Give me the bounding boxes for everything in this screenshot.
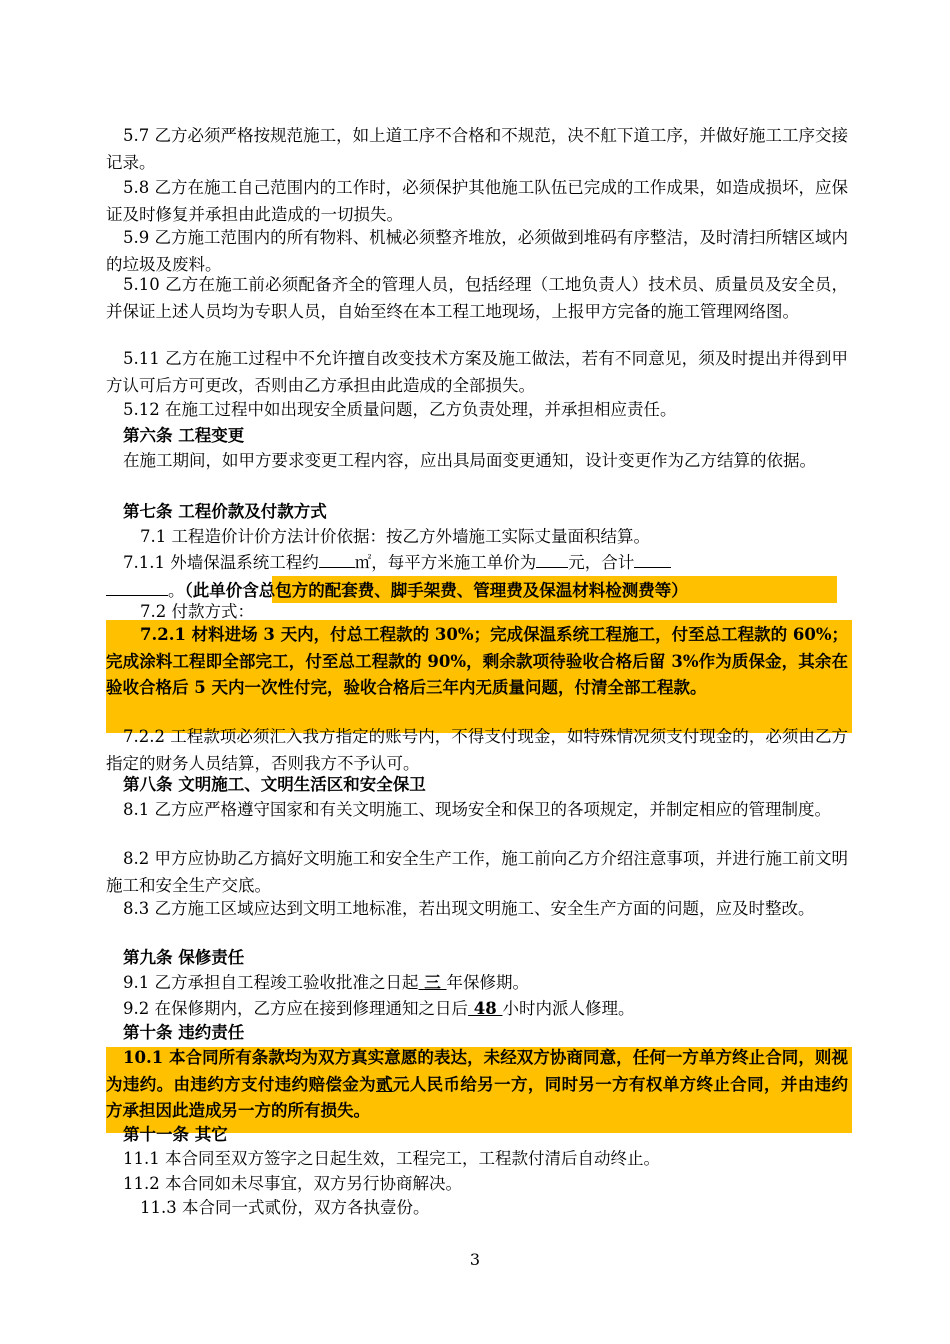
article-6-body: 在施工期间，如甲方要求变更工程内容，应出具局面变更通知，设计变更作为乙方结算的依据。 <box>123 451 816 470</box>
clause-8-2: 8.2 甲方应协助乙方搞好文明施工和安全生产工作，施工前向乙方介绍注意事项，并进行施工前文明施工和安全生产交底。 <box>106 849 848 895</box>
repair-hours: 48 <box>468 999 503 1018</box>
clause-9-2-text-c: 小时内派人修理。 <box>502 999 635 1018</box>
clause-10-1-text-a: 10.1 本合同所有条款均为双方真实意愿的表达，未经双方协商同意，任何一方单方终止合同，则视为违约。由违约方支付违约赔偿金为 <box>106 1048 848 1094</box>
clause-11-3: 11.3 本合同一式贰份，双方各执壹份。 <box>140 1198 430 1217</box>
clause-8-1: 8.1 乙方应严格遵守国家和有关文明施工、现场安全和保卫的各项规定，并制定相应的管理制度。 <box>123 800 831 819</box>
heading-article-10: 第十条 违约责任 <box>123 1023 245 1042</box>
clause-9-2 <box>106 996 848 1023</box>
heading-article-6: 第六条 工程变更 <box>123 426 245 445</box>
price-blank <box>536 549 568 568</box>
clause-9-1-text-c: 年保修期。 <box>446 973 529 992</box>
clause-11-2: 11.2 本合同如未尽事宜，双方另行协商解决。 <box>123 1174 462 1193</box>
clause-7-2-1: 7.2.1 材料进场 3 天内，付总工程款的 30%；完成保温系统工程施工，付至总工程款的 60%；完成涂料工程即全部完工，付至总工程款的 90%，剩余款项待验收合格后留 3%作为质保金，其余在验收合格后 5 天内一次性付完，验收合格后三年内无质量问题，付清全部工程款。 <box>106 625 848 697</box>
clause-9-1-text-a: 9.1 乙方承担自工程竣工验收批准之日起 <box>123 973 419 992</box>
area-blank <box>319 549 355 568</box>
clause-7-1-1 <box>106 549 848 604</box>
warranty-years: 三 <box>418 973 447 992</box>
total-blank-continued <box>106 577 168 596</box>
clause-7-2: 7.2 付款方式： <box>140 602 254 621</box>
heading-article-9: 第九条 保修责任 <box>123 948 245 967</box>
clause-11-1: 11.1 本合同至双方签字之日起生效，工程完工，工程款付清后自动终止。 <box>123 1149 660 1168</box>
clause-7-1-1-text-b: ㎡，每平方米施工单价为 <box>354 553 537 572</box>
clause-5-10: 5.10 乙方在施工前必须配备齐全的管理人员，包括经理（工地负责人）技术员、质量员及安全员，并保证上述人员均为专职人员，自始至终在本工程工地现场，上报甲方完备的施工管理网络图。 <box>106 275 848 321</box>
clause-5-8: 5.8 乙方在施工自己范围内的工作时，必须保护其他施工队伍已完成的工作成果，如造成损坏，应保证及时修复并承担由此造成的一切损失。 <box>106 178 848 224</box>
clause-10-1-text-c: 元人民币给另一方，同时另一方有权单方终止合同，并由违约方承担因此造成另一方的所有损失。 <box>106 1074 849 1120</box>
price-includes-note: （此单价含总包方的配套费、脚手架费、管理费及保温材料检测费等） <box>184 580 688 600</box>
total-blank <box>634 549 671 568</box>
clause-7-1-1-text-a: 7.1.1 外墙保温系统工程约 <box>123 553 319 572</box>
clause-5-9: 5.9 乙方施工范围内的所有物料、机械必须整齐堆放，必须做到堆码有序整洁，及时清扫所辖区域内的垃圾及废料。 <box>106 228 848 274</box>
heading-article-8: 第八条 文明施工、文明生活区和安全保卫 <box>123 775 426 794</box>
clause-5-12: 5.12 在施工过程中如出现安全质量问题，乙方负责处理，并承担相应责任。 <box>123 400 677 419</box>
clause-5-11: 5.11 乙方在施工过程中不允许擅自改变技术方案及施工做法，若有不同意见，须及时提出并得到甲方认可后方可更改，否则由乙方承担由此造成的全部损失。 <box>106 349 848 395</box>
clause-9-1 <box>106 970 848 997</box>
clause-7-1-1-text-d: 。 <box>168 580 185 600</box>
heading-article-7: 第七条 工程价款及付款方式 <box>123 502 327 521</box>
clause-9-2-text-a: 9.2 在保修期内，乙方应在接到修理通知之日后 <box>123 999 468 1018</box>
heading-article-11: 第十一条 其它 <box>123 1125 228 1144</box>
page-number: 3 <box>469 1250 481 1269</box>
penalty-amount: 贰 <box>375 1074 393 1094</box>
clause-8-3: 8.3 乙方施工区域应达到文明工地标准，若出现文明施工、安全生产方面的问题，应及时整改。 <box>123 899 815 918</box>
clause-7-2-2: 7.2.2 工程款项必须汇入我方指定的账号内，不得支付现金，如特殊情况须支付现金的，必须由乙方指定的财务人员结算，否则我方不予认可。 <box>106 727 848 773</box>
clause-7-1: 7.1 工程造价计价方法计价依据：按乙方外墙施工实际丈量面积结算。 <box>140 527 650 546</box>
clause-10-1 <box>106 1045 848 1125</box>
clause-7-1-1-text-c: 元，合计 <box>568 553 635 572</box>
clause-5-7: 5.7 乙方必须严格按规范施工，如上道工序不合格和不规范，决不舡下道工序，并做好施工工序交接记录。 <box>106 126 848 172</box>
